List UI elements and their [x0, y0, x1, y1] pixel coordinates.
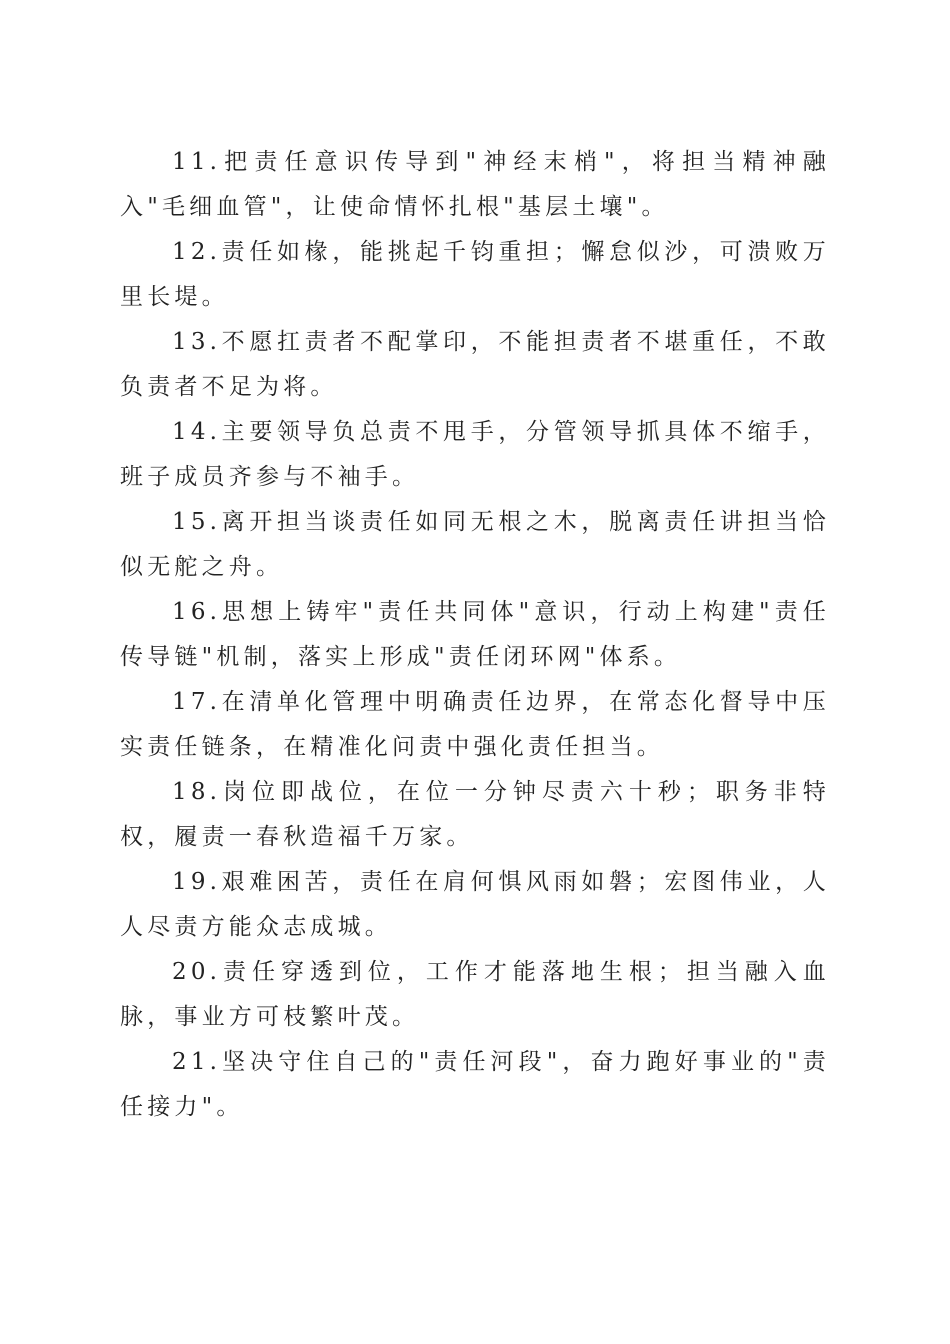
- paragraph-14: 14.主要领导负总责不甩手，分管领导抓具体不缩手，班子成员齐参与不袖手。: [120, 419, 830, 490]
- paragraph-18: 18.岗位即战位，在位一分钟尽责六十秒；职务非特权，履责一春秋造福千万家。: [120, 779, 830, 850]
- document-body: [120, 140, 830, 1130]
- paragraph-15: 15.离开担当谈责任如同无根之木，脱离责任讲担当恰似无舵之舟。: [120, 509, 830, 580]
- paragraph-13: 13.不愿扛责者不配掌印，不能担责者不堪重任，不敢负责者不足为将。: [120, 329, 830, 400]
- paragraph-16: 16.思想上铸牢"责任共同体"意识，行动上构建"责任传导链"机制，落实上形成"责任闭环网"体系。: [120, 599, 830, 670]
- paragraph-17: 17.在清单化管理中明确责任边界，在常态化督导中压实责任链条，在精准化问责中强化责任担当。: [120, 689, 830, 760]
- paragraph-12: 12.责任如椽，能挑起千钧重担；懈怠似沙，可溃败万里长堤。: [120, 239, 830, 310]
- paragraph-21: 21.坚决守住自己的"责任河段"，奋力跑好事业的"责任接力"。: [120, 1049, 830, 1120]
- paragraph-11: 11.把责任意识传导到"神经末梢"，将担当精神融入"毛细血管"，让使命情怀扎根"基层土壤"。: [120, 149, 830, 220]
- paragraph-20: 20.责任穿透到位，工作才能落地生根；担当融入血脉，事业方可枝繁叶茂。: [120, 959, 830, 1030]
- paragraph-19: 19.艰难困苦，责任在肩何惧风雨如磐；宏图伟业，人人尽责方能众志成城。: [120, 869, 830, 940]
